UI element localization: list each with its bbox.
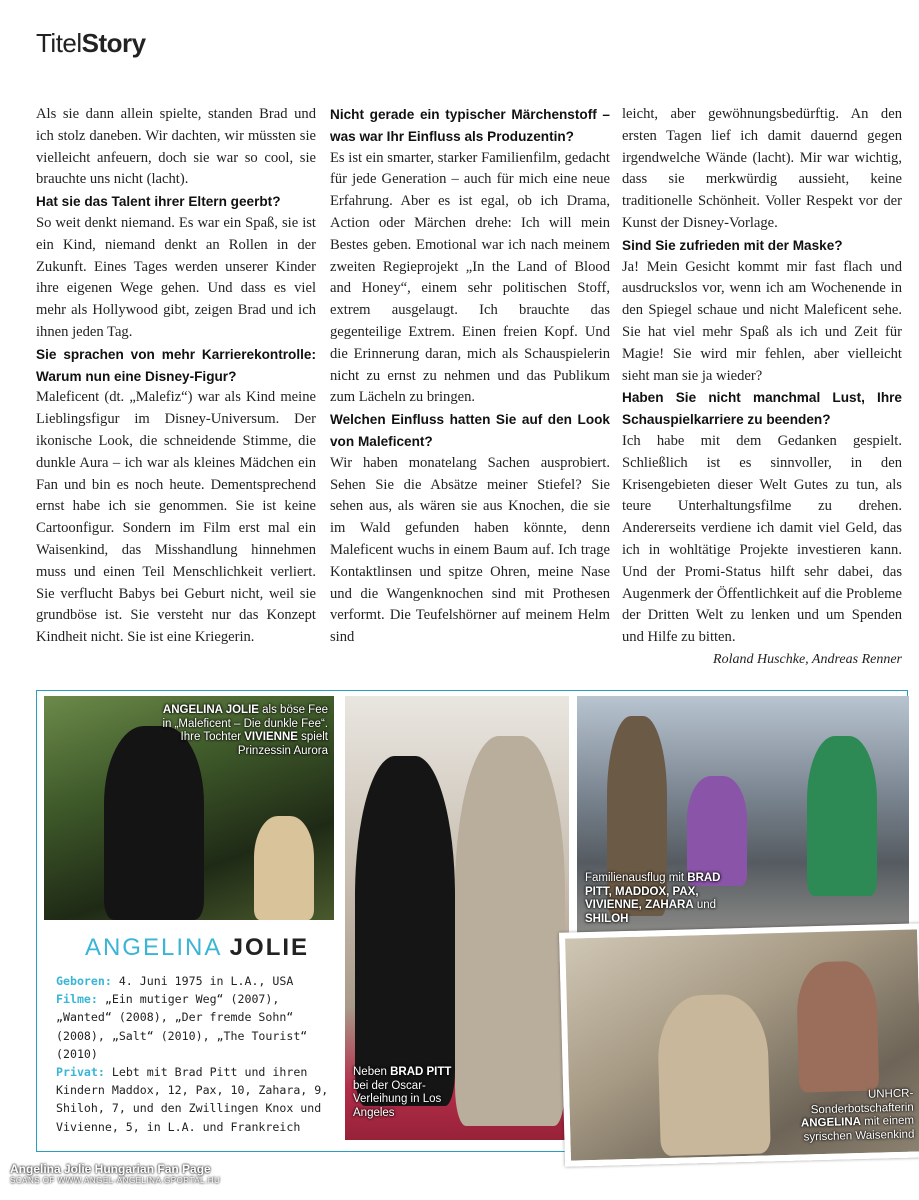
caption-text: Neben — [353, 1066, 391, 1078]
header-story: Story — [81, 28, 146, 58]
caption-text: und — [693, 899, 717, 911]
watermark-subtitle: SCANS OF WWW.ANGEL-ANGELINA.GPORTAL.HU — [10, 1176, 221, 1185]
interview-question: Nicht gerade ein typischer Märchenstoff – was war Ihr Einfluss als Produzentin? — [330, 107, 610, 144]
maleficent-photo — [44, 696, 334, 920]
paragraph: Maleficent (dt. „Malefiz“) war als Kind meine Lieblingsfigur im Disney-Universum. Der ikonische Look, die schneidende Stimme, die dunkle Aura – ich war als kleines Mädchen ein Fan und bin es noch heute. Dementsprechend ernst habe ich sie genommen. Sie ist keine Cartoonfigur. Sondern im Film erst mal ein Waisenkind, das Misshandlung hinnehmen muss und einen Teil Menschlichkeit verliert. Sie verflucht Babys bei Geburt nicht, weil sie grundböse ist. Sie versteht nur das Konzept Kindheit nicht. Sie ist eine Kriegerin. — [36, 389, 316, 646]
profile-facts — [56, 972, 338, 1136]
interview-question: Welchen Einfluss hatten Sie auf den Look von Maleficent? — [330, 412, 610, 449]
interview-question: Sind Sie zufrieden mit der Maske? — [622, 237, 843, 253]
figure-silhouette — [796, 961, 879, 1093]
author-signature: Roland Huschke, Andreas Renner — [713, 651, 902, 667]
figure-silhouette — [807, 736, 877, 896]
profile-box — [56, 930, 338, 1136]
figure-silhouette — [355, 756, 455, 1106]
unhcr-photo — [559, 923, 919, 1166]
paragraph: leicht, aber gewöhnungsbedürftig. An den ersten Tagen lief ich damit dauernd gegen irgendwelche Wände (lacht). Mir war wichtig, dass sie merkwürdig aussieht, keine traditionelle Schönheit. Voller Respekt vor der Kunst der Disney-Vorlage. — [622, 106, 902, 231]
paragraph: Ja! Mein Gesicht kommt mir fast flach und ausdruckslos vor, wenn ich am Wochenende in den Spiegel schaue und nicht Maleficent sehe. Sie hat viel mehr Spaß als ich und Zeit für Magie! Sie wird mir fehlen, aber vielleicht sieht man sie ja wieder? — [622, 258, 902, 384]
photo-caption — [158, 704, 328, 758]
header-titel: Titel — [36, 28, 82, 58]
fact-films — [56, 990, 338, 1063]
fact-label: Geboren: — [56, 974, 112, 988]
paragraph: Ich habe mit dem Gedanken gespielt. Schließlich ist es sinnvoller, in den Krisengebieten dieser Welt Gutes zu tun, als teure Unterhaltungsfilme zu drehen. Andererseits verdiene ich damit viel Geld, das ich in wohltätige Projekte investieren kann. Und der Promi-Status hilft sehr dabei, das Augenmerk der Öffentlichkeit auf die Probleme der Dritten Welt zu lenken und um Spenden und Hilfe zu bitten. — [622, 432, 902, 646]
section-header — [36, 28, 146, 59]
fact-value: „Ein mutiger Weg“ (2007), „Wanted“ (2008), „Der fremde Sohn“ (2008), „Salt“ (2010), „The Tourist“ (2010) — [56, 992, 308, 1061]
interview-question: Haben Sie nicht manchmal Lust, Ihre Schauspielkarriere zu beenden? — [622, 390, 902, 428]
caption-bold: SHILOH — [585, 912, 629, 925]
fact-born — [56, 972, 338, 990]
figure-silhouette — [455, 736, 565, 1126]
caption-bold: ANGELINA — [800, 1115, 862, 1130]
fact-value: Lebt mit Brad Pitt und ihren Kindern Maddox, 12, Pax, 10, Zahara, 9, Shiloh, 7, und den Zwillingen Knox und Vivienne, 5, in L.A. und Frankreich — [56, 1065, 329, 1134]
caption-text: UNHCR-Sonderbotschafterin — [810, 1087, 914, 1116]
paragraph: Wir haben monatelang Sachen ausprobiert. Sehen Sie die Absätze meiner Stiefel? Sie sehen aus, als wären sie aus Knochen, die sie im Wald gefunden haben könnte, denn Maleficent wuchs in einem Baum auf. Ich trage Kontaktlinsen und spitze Ohren, meine Nase und die Wangenknochen sind mit Prothesen verformt. Die Teufelshörner auf meinem Helm sind — [330, 454, 610, 646]
photo-caption — [585, 872, 725, 926]
first-name: ANGELINA — [84, 934, 221, 961]
caption-bold: VIVIENNE — [244, 731, 298, 743]
caption-bold: BRAD PITT, MADDOX, PAX, VIVIENNE, ZAHARA — [585, 872, 721, 911]
photo-caption — [353, 1066, 463, 1120]
oscar-photo — [345, 696, 569, 1140]
paragraph: Als sie dann allein spielte, standen Brad und ich stolz daneben. Wir dachten, wir müssten sie vielleicht anfeuern, doch sie war so cool, sie brauchte uns nicht (lacht). — [36, 106, 316, 188]
fact-label: Privat: — [56, 1065, 105, 1080]
family-photo — [577, 696, 909, 934]
figure-silhouette — [254, 816, 314, 920]
fact-label: Filme: — [56, 992, 98, 1007]
watermark-title: Angelina Jolie Hungarian Fan Page — [10, 1162, 211, 1176]
article-column-3 — [622, 104, 902, 671]
fanpage-watermark — [10, 1162, 220, 1185]
caption-text: bei der Oscar-Verleihung in Los Angeles — [353, 1079, 442, 1119]
caption-text: Familienausflug mit — [585, 872, 688, 884]
caption-bold: ANGELINA JOLIE — [162, 704, 259, 716]
interview-question: Hat sie das Talent ihrer Eltern geerbt? — [36, 194, 281, 210]
fact-private — [56, 1063, 338, 1136]
figure-silhouette — [657, 993, 771, 1156]
paragraph: Es ist ein smarter, starker Familienfilm, gedacht für jede Generation – auch für mich eine neue Erfahrung. Aber es ist egal, ob ich Drama, Action oder Märchen drehe: Ich will mein Bestes geben. Emotional war ich nach meinem zweiten Regieprojekt „In the Land of Blood and Honey“, einem sehr politischen Stoff, extrem ausgelaugt. Ich brauchte das gegenteilige Extrem. Einen freien Kopf. Und die Erinnerung daran, mich als Schauspielerin nicht zu ernst zu nehmen und das Publikum zum Lächeln zu bringen. — [330, 149, 610, 406]
figure-silhouette — [687, 776, 747, 886]
photo-caption — [793, 1088, 914, 1145]
article-column-1 — [36, 104, 316, 649]
article-column-2 — [330, 104, 610, 649]
caption-text: spielt Prinzessin Aurora — [237, 731, 328, 757]
fact-value: 4. Juni 1975 in L.A., USA — [111, 974, 294, 988]
paragraph: So weit denkt niemand. Es war ein Spaß, sie ist ein Kind, niemand denkt an Rollen in der Zukunft. Eines Tages werden unserer Kinder ihre eigenen Wege gehen. Und dass es viel mehr als Hollywood gibt, zeigen Brad und ich ihnen jeden Tag. — [36, 214, 316, 340]
caption-text: mit einem syrischen Waisenkind — [803, 1114, 915, 1143]
caption-bold: BRAD PITT — [390, 1066, 452, 1078]
last-name: JOLIE — [229, 934, 310, 961]
profile-name — [56, 934, 338, 962]
interview-question: Sie sprachen von mehr Karrierekontrolle: Warum nun eine Disney-Figur? — [36, 346, 316, 384]
caption-text: als böse Fee in „Maleficent – Die dunkle Fee“. Ihre Tochter — [162, 704, 328, 743]
